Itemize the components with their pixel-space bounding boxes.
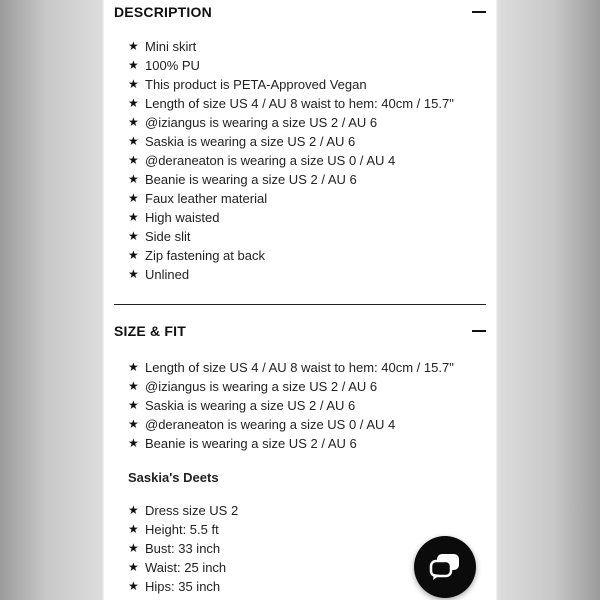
- star-icon: ★: [128, 267, 139, 281]
- list-item: ★ Dress size US 2: [128, 503, 239, 518]
- minus-icon[interactable]: [472, 330, 486, 332]
- chat-button[interactable]: [414, 536, 476, 598]
- star-icon: ★: [128, 229, 139, 243]
- list-item: ★ Side slit: [128, 229, 191, 244]
- list-item: ★ @deraneaton is wearing a size US 0 / AU 4: [128, 153, 396, 168]
- star-icon: ★: [128, 360, 139, 374]
- list-item: ★ Bust: 33 inch: [128, 541, 221, 556]
- list-item: ★ Waist: 25 inch: [128, 560, 227, 575]
- list-item: ★ Beanie is wearing a size US 2 / AU 6: [128, 436, 357, 451]
- list-item: ★ @iziangus is wearing a size US 2 / AU 6: [128, 115, 378, 130]
- star-icon: ★: [128, 436, 139, 450]
- list-item: ★ @iziangus is wearing a size US 2 / AU 6: [128, 379, 378, 394]
- star-icon: ★: [128, 417, 139, 431]
- star-icon: ★: [128, 398, 139, 412]
- list-item: ★ Hips: 35 inch: [128, 579, 221, 594]
- list-item: ★ @deraneaton is wearing a size US 0 / AU 4: [128, 417, 396, 432]
- star-icon: ★: [128, 39, 139, 53]
- star-icon: ★: [128, 134, 139, 148]
- minus-icon[interactable]: [472, 11, 486, 13]
- list-item: ★ Length of size US 4 / AU 8 waist to hem: 40cm / 15.7": [128, 96, 454, 111]
- deets-heading: Saskia's Deets: [128, 470, 219, 485]
- list-item: ★ Length of size US 4 / AU 8 waist to hem: 40cm / 15.7": [128, 360, 454, 375]
- list-item: ★ Mini skirt: [128, 39, 197, 54]
- star-icon: ★: [128, 522, 139, 536]
- star-icon: ★: [128, 541, 139, 555]
- star-icon: ★: [128, 379, 139, 393]
- size-fit-title: SIZE & FIT: [114, 323, 186, 339]
- star-icon: ★: [128, 191, 139, 205]
- list-item: ★ Faux leather material: [128, 191, 268, 206]
- list-item: ★ Beanie is wearing a size US 2 / AU 6: [128, 172, 357, 187]
- star-icon: ★: [128, 172, 139, 186]
- star-icon: ★: [128, 210, 139, 224]
- size-fit-list: [128, 358, 454, 453]
- description-title: DESCRIPTION: [114, 4, 212, 20]
- star-icon: ★: [128, 77, 139, 91]
- list-item: ★ Unlined: [128, 267, 190, 282]
- deets-list: [128, 501, 238, 596]
- description-list: [128, 37, 454, 284]
- product-details-panel: [104, 0, 496, 600]
- star-icon: ★: [128, 248, 139, 262]
- star-icon: ★: [128, 58, 139, 72]
- description-accordion-header[interactable]: [114, 0, 486, 24]
- list-item: ★ High waisted: [128, 210, 220, 225]
- star-icon: ★: [128, 153, 139, 167]
- star-icon: ★: [128, 115, 139, 129]
- size-fit-accordion-header[interactable]: [114, 319, 486, 343]
- chat-bubbles-icon: [428, 552, 462, 582]
- list-item: ★ Height: 5.5 ft: [128, 522, 219, 537]
- section-divider: [114, 304, 486, 305]
- list-item: ★ Zip fastening at back: [128, 248, 265, 263]
- list-item: ★ 100% PU: [128, 58, 200, 73]
- list-item: ★ Saskia is wearing a size US 2 / AU 6: [128, 398, 356, 413]
- star-icon: ★: [128, 503, 139, 517]
- star-icon: ★: [128, 96, 139, 110]
- list-item: ★ This product is PETA-Approved Vegan: [128, 77, 367, 92]
- star-icon: ★: [128, 560, 139, 574]
- star-icon: ★: [128, 579, 139, 593]
- list-item: ★ Saskia is wearing a size US 2 / AU 6: [128, 134, 356, 149]
